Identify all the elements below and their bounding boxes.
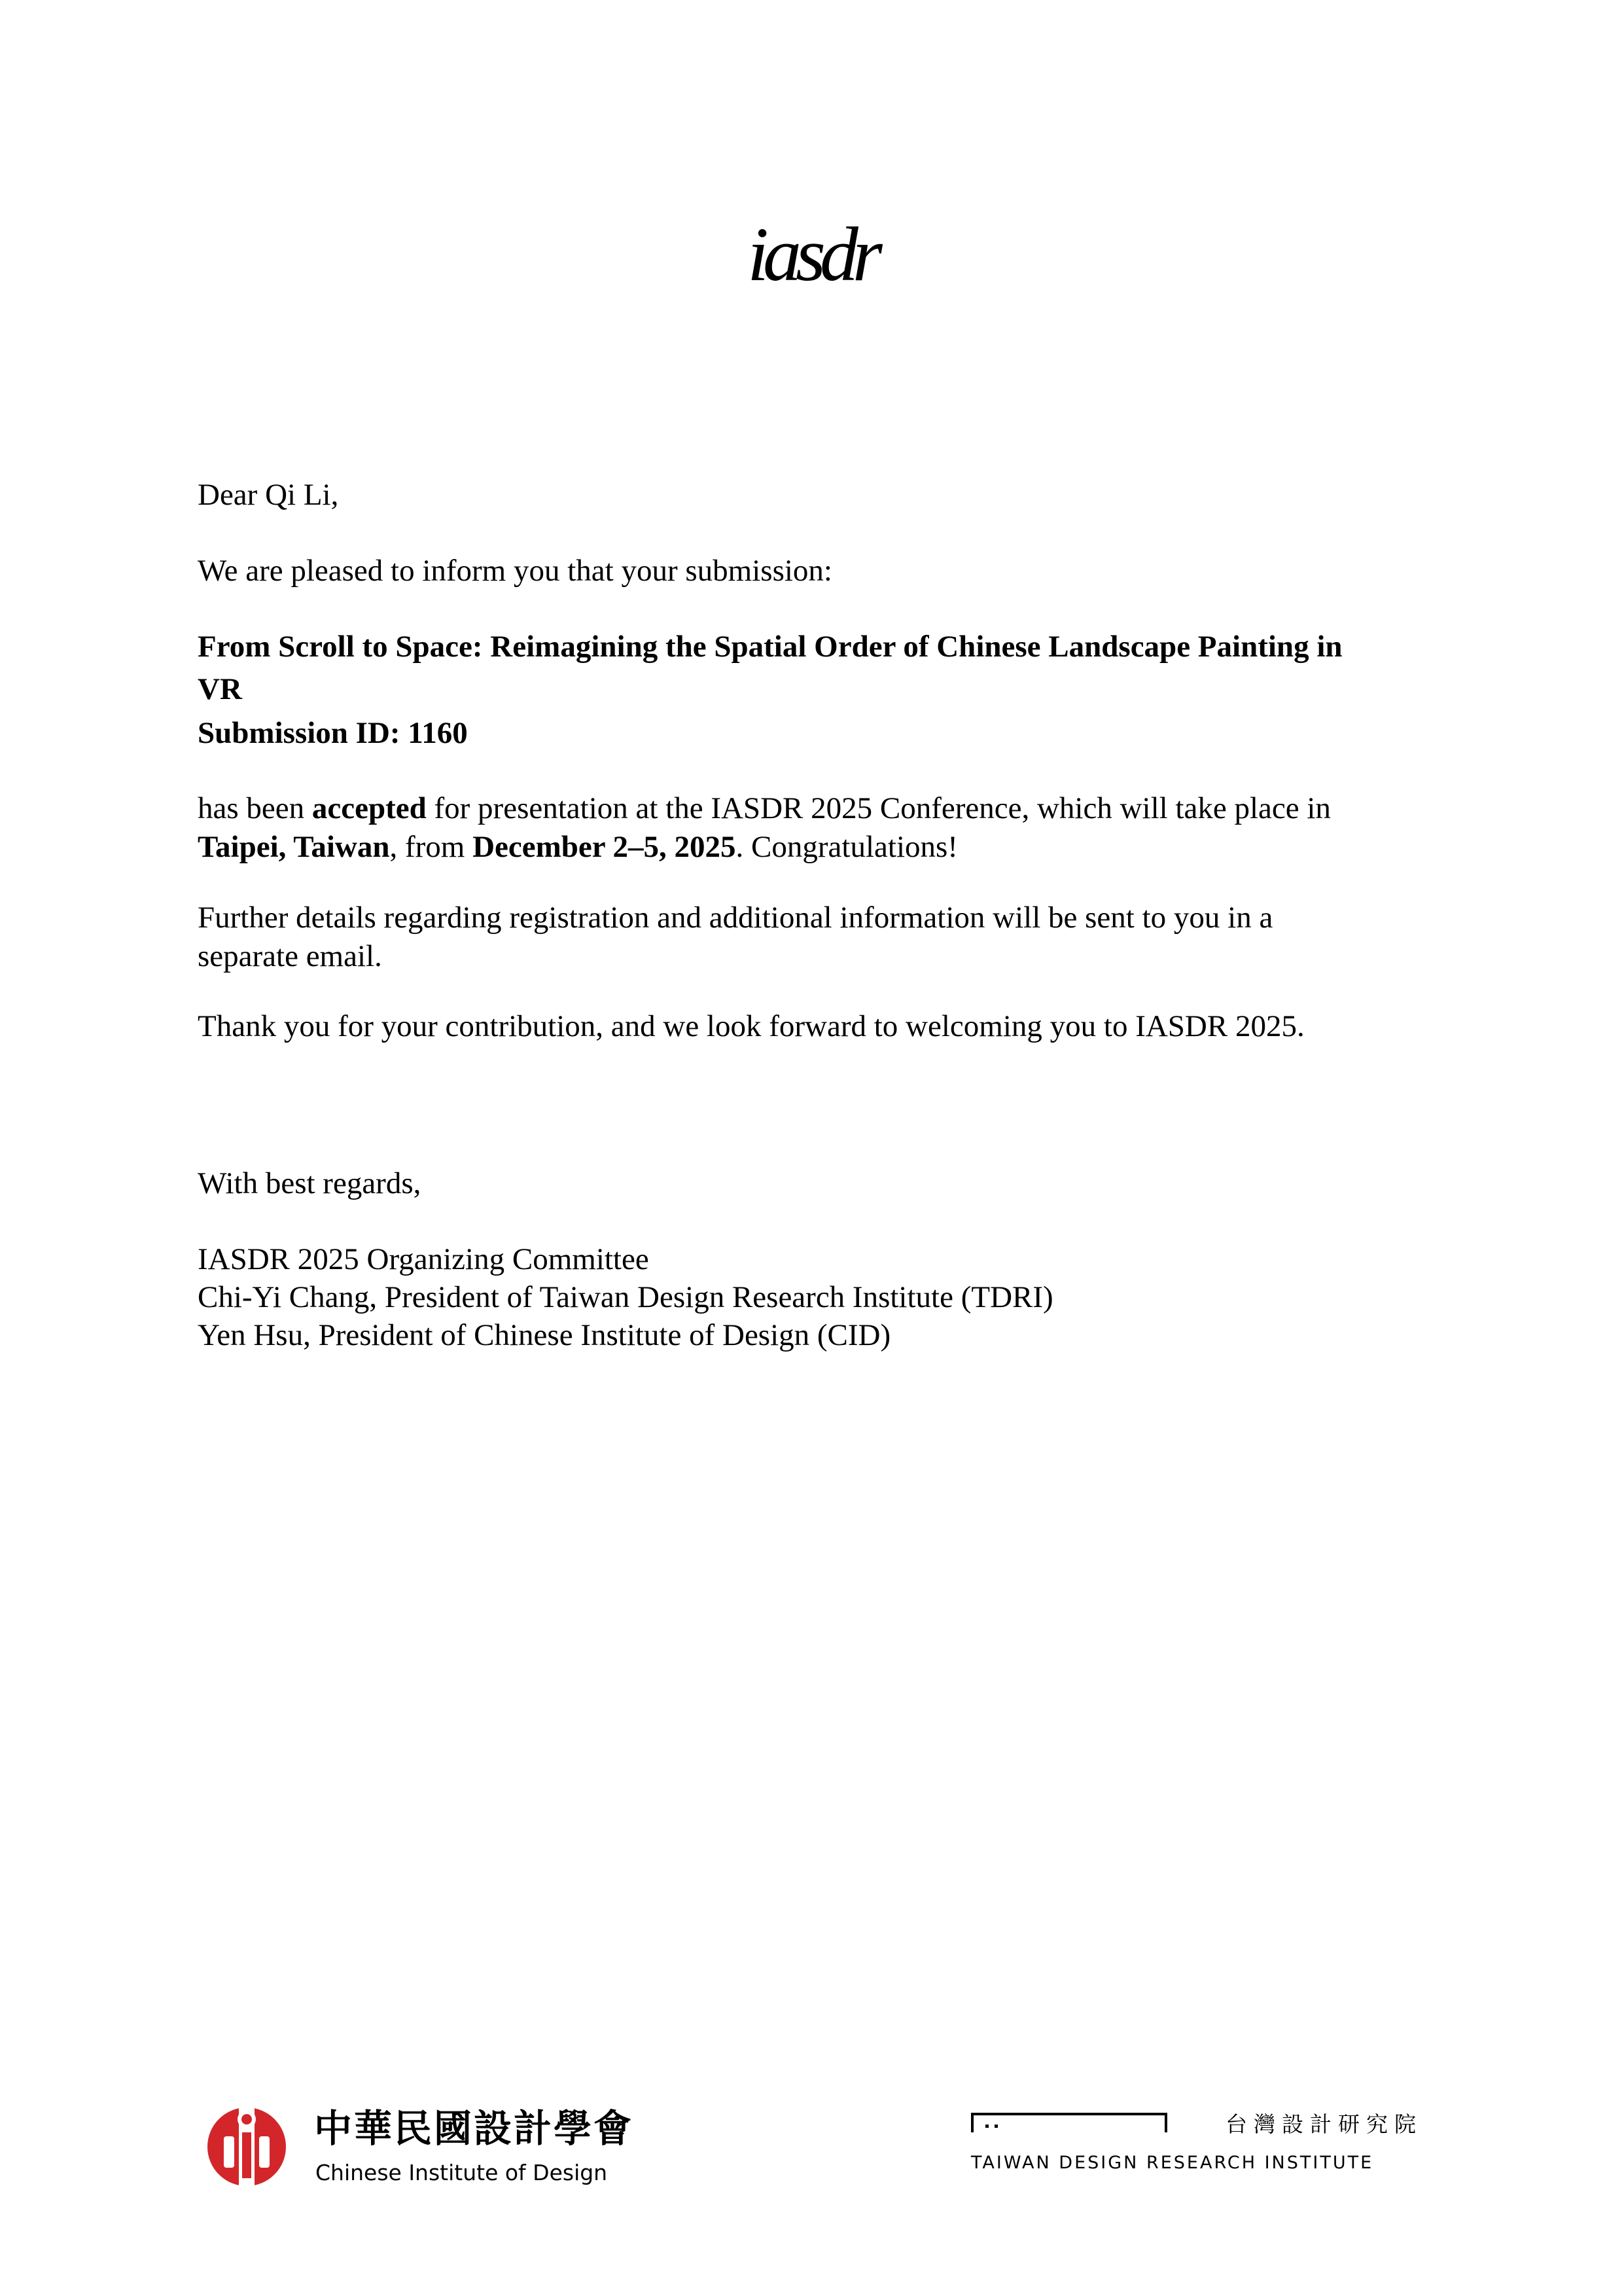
thanks-line: Thank you for your contribution, and we look forward to welcoming you to IASDR 2025. [198, 1009, 1305, 1043]
iasdr-logo: iasdr [747, 211, 877, 297]
acceptance-text-1: has been [198, 791, 312, 825]
cid-emblem-icon [198, 2106, 296, 2187]
cid-logo [198, 2106, 656, 2191]
tdri-name-en: TAIWAN DESIGN RESEARCH INSTITUTE [971, 2153, 1374, 2173]
acceptance-line1 [198, 789, 1441, 827]
acceptance-text-3: , from [389, 830, 473, 864]
signatory: IASDR 2025 Organizing Committee [198, 1242, 649, 1276]
salutation: Dear Qi Li, [198, 478, 339, 512]
acceptance-line2 [198, 828, 1441, 866]
tdri-name-zh: 台灣設計研究院 [1226, 2111, 1422, 2137]
details-line1: Further details regarding registration and additional information will be sent to you in a [198, 901, 1273, 935]
tdri-logo [971, 2111, 1429, 2183]
intro-line: We are pleased to inform you that your submission: [198, 554, 832, 588]
acceptance-text-4: . Congratulations! [735, 830, 958, 864]
signatory: Chi-Yi Chang, President of Taiwan Design Research Institute (TDRI) [198, 1280, 1053, 1314]
cid-name-en: Chinese Institute of Design [315, 2160, 608, 2185]
details-line2: separate email. [198, 939, 382, 973]
conference-location: Taipei, Taiwan [198, 830, 390, 864]
conference-dates: December 2–5, 2025 [472, 830, 736, 864]
acceptance-status: accepted [311, 791, 427, 825]
tdri-bracket-icon [971, 2113, 1167, 2136]
closing: With best regards, [198, 1166, 421, 1200]
signatory: Yen Hsu, President of Chinese Institute of Design (CID) [198, 1318, 891, 1352]
submission-id: Submission ID: 1160 [198, 716, 468, 750]
submission-title-line1: From Scroll to Space: Reimagining the Spatial Order of Chinese Landscape Painting in [198, 630, 1343, 664]
submission-title-line2: VR [198, 672, 242, 706]
acceptance-text-2: for presentation at the IASDR 2025 Conference, which will take place in [426, 791, 1331, 825]
cid-name-zh: 中華民國設計學會 [314, 2106, 634, 2151]
